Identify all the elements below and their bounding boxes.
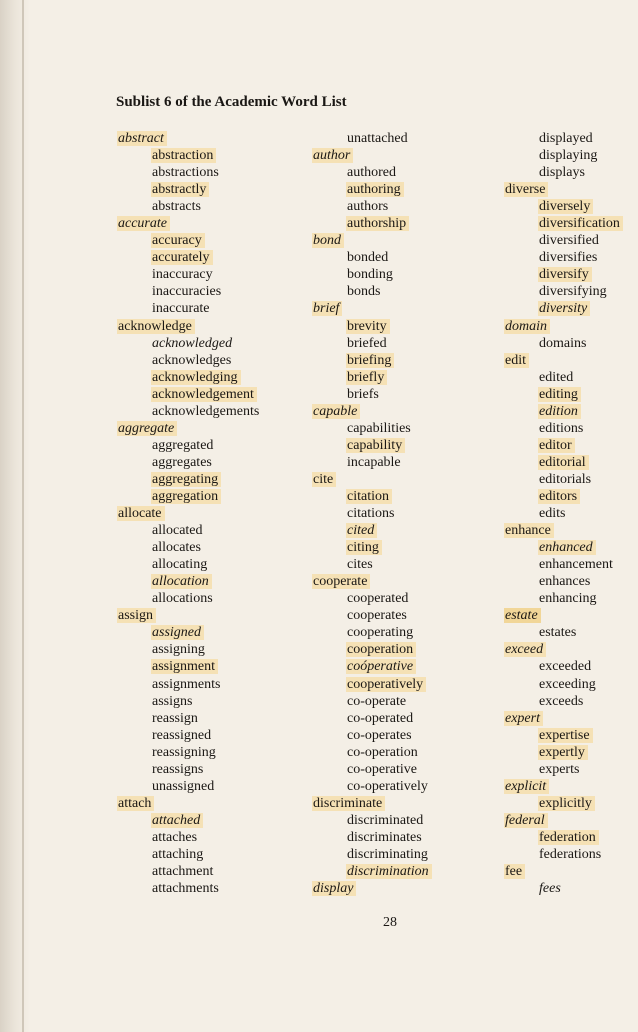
word-text: cooperating: [347, 625, 414, 641]
word-text: attaching: [152, 846, 204, 862]
word-text: exceeding: [539, 676, 596, 692]
word-text: diverse: [504, 182, 548, 197]
word-family-member: [504, 283, 623, 300]
word-family-member: [117, 522, 262, 539]
word-text: acknowledged: [152, 335, 233, 351]
headword: [504, 778, 623, 795]
headword: [312, 300, 432, 317]
word-family-member: [312, 130, 432, 147]
word-text: reassigned: [152, 727, 212, 743]
word-family-member: [504, 846, 623, 863]
word-text: federation: [538, 830, 599, 845]
word-text: abstract: [117, 131, 167, 146]
word-text: diversification: [538, 216, 623, 231]
word-family-member: [312, 335, 432, 352]
word-family-member: [117, 863, 262, 880]
word-text: expertise: [538, 728, 593, 743]
word-text: acknowledgements: [152, 403, 260, 419]
word-text: diversified: [539, 233, 599, 249]
word-family-member: [117, 761, 262, 778]
word-text: displays: [539, 165, 585, 181]
word-family-member: [504, 658, 623, 675]
word-family-member: [504, 744, 623, 761]
word-text: acknowledging: [151, 370, 241, 385]
word-text: abstractions: [152, 165, 219, 181]
word-family-member: [504, 215, 623, 232]
headword: [312, 147, 432, 164]
word-text: accurate: [117, 216, 170, 231]
word-family-member: [117, 829, 262, 846]
word-family-member: [312, 454, 432, 471]
word-text: domain: [504, 319, 550, 334]
page-fold-line: [22, 0, 24, 1032]
word-text: discriminated: [347, 812, 424, 828]
word-family-member: [312, 693, 432, 710]
word-family-member: [312, 283, 432, 300]
word-text: allocating: [152, 557, 208, 573]
word-text: abstractly: [151, 182, 209, 197]
word-text: editors: [538, 489, 580, 504]
word-family-member: [117, 386, 262, 403]
word-text: discriminate: [312, 796, 385, 811]
word-family-member: [117, 471, 262, 488]
word-family-member: [504, 266, 623, 283]
word-family-member: [504, 386, 623, 403]
word-family-member: [504, 573, 623, 590]
word-text: enhances: [539, 574, 591, 590]
word-family-member: [312, 164, 432, 181]
word-text: estate: [504, 608, 541, 623]
page-binding-edge: [0, 0, 30, 1032]
word-text: edition: [538, 404, 581, 419]
word-family-member: [312, 624, 432, 641]
word-text: editor: [538, 438, 575, 453]
word-text: allocations: [152, 591, 213, 607]
word-family-member: [312, 266, 432, 283]
word-family-member: [117, 658, 262, 675]
word-family-member: [117, 846, 262, 863]
word-family-member: [117, 573, 262, 590]
word-text: co-operates: [347, 727, 412, 743]
word-family-member: [117, 352, 262, 369]
word-text: editorial: [538, 455, 589, 470]
word-family-member: [117, 283, 262, 300]
headword: [504, 812, 623, 829]
page-number: 28: [383, 915, 397, 930]
word-text: bonds: [347, 284, 381, 300]
word-family-member: [117, 335, 262, 352]
word-text: reassign: [152, 710, 198, 726]
headword: [117, 607, 262, 624]
word-text: estates: [539, 625, 577, 641]
word-text: discriminating: [347, 846, 428, 862]
word-family-member: [312, 607, 432, 624]
word-text: authors: [347, 199, 389, 215]
word-text: attachments: [152, 881, 219, 897]
word-family-member: [312, 641, 432, 658]
word-family-member: [312, 181, 432, 198]
word-text: acknowledge: [117, 319, 195, 334]
word-family-member: [312, 846, 432, 863]
word-family-member: [504, 539, 623, 556]
word-family-member: [312, 863, 432, 880]
word-family-member: [117, 778, 262, 795]
word-text: explicitly: [538, 796, 595, 811]
word-text: authoring: [346, 182, 404, 197]
headword: [117, 420, 262, 437]
word-text: expertly: [538, 745, 588, 760]
headword: [312, 573, 432, 590]
word-text: inaccurate: [152, 301, 210, 317]
word-text: co-operated: [347, 710, 414, 726]
word-family-member: [312, 556, 432, 573]
word-text: diversely: [538, 199, 593, 214]
word-text: discrimination: [346, 864, 432, 879]
word-text: author: [312, 148, 353, 163]
word-text: aggregated: [152, 437, 214, 453]
word-family-member: [312, 352, 432, 369]
word-family-member: [117, 454, 262, 471]
word-family-member: [117, 641, 262, 658]
headword: [504, 641, 623, 658]
word-family-member: [117, 744, 262, 761]
word-family-member: [312, 505, 432, 522]
word-family-member: [117, 147, 262, 164]
word-family-member: [504, 420, 623, 437]
word-family-member: [504, 761, 623, 778]
word-text: exceed: [504, 642, 546, 657]
headword: [117, 505, 262, 522]
word-text: diversifies: [539, 250, 598, 266]
headword: [504, 522, 623, 539]
word-text: brevity: [346, 319, 390, 334]
word-text: exceeded: [539, 659, 592, 675]
word-text: authored: [347, 165, 396, 181]
word-text: cites: [347, 557, 373, 573]
word-family-member: [312, 386, 432, 403]
word-text: editions: [539, 420, 584, 436]
word-family-member: [504, 198, 623, 215]
word-family-member: [117, 369, 262, 386]
word-family-member: [312, 488, 432, 505]
word-family-member: [504, 590, 623, 607]
word-text: co-operate: [347, 693, 407, 709]
headword: [504, 181, 623, 198]
word-text: co-operatively: [347, 778, 428, 794]
word-family-member: [117, 624, 262, 641]
word-text: allocate: [117, 506, 165, 521]
word-family-member: [504, 454, 623, 471]
word-text: assignments: [152, 676, 221, 692]
word-family-member: [117, 300, 262, 317]
word-family-member: [312, 590, 432, 607]
word-text: expert: [504, 711, 543, 726]
word-family-member: [504, 624, 623, 641]
word-family-member: [504, 556, 623, 573]
word-family-member: [312, 318, 432, 335]
word-text: citing: [346, 540, 382, 555]
word-text: assignment: [151, 659, 218, 674]
word-family-member: [504, 249, 623, 266]
word-text: unattached: [347, 131, 408, 146]
word-text: acknowledgement: [151, 387, 257, 402]
word-family-member: [117, 437, 262, 454]
word-text: display: [312, 881, 356, 896]
word-family-member: [504, 147, 623, 164]
word-text: coóperative: [346, 659, 416, 674]
word-family-member: [117, 249, 262, 266]
word-family-member: [117, 232, 262, 249]
word-text: assigning: [152, 642, 205, 658]
word-text: diversifying: [539, 284, 607, 300]
word-text: explicit: [504, 779, 549, 794]
word-family-member: [504, 335, 623, 352]
word-family-member: [312, 539, 432, 556]
word-family-member: [312, 676, 432, 693]
word-text: domains: [539, 335, 587, 351]
word-text: bonded: [347, 250, 389, 266]
word-text: bonding: [347, 267, 393, 283]
headword: [504, 318, 623, 335]
word-text: discriminates: [347, 829, 422, 845]
headword: [312, 403, 432, 420]
word-family-member: [504, 676, 623, 693]
word-text: aggregate: [117, 421, 177, 436]
word-family-member: [312, 369, 432, 386]
word-family-member: [117, 676, 262, 693]
word-text: co-operation: [347, 744, 418, 760]
word-family-member: [117, 812, 262, 829]
word-family-member: [117, 556, 262, 573]
headword: [504, 607, 623, 624]
word-text: inaccuracy: [152, 267, 213, 283]
word-family-member: [117, 181, 262, 198]
word-family-member: [117, 266, 262, 283]
word-text: attaches: [152, 829, 198, 845]
word-text: capable: [312, 404, 360, 419]
word-family-member: [117, 488, 262, 505]
word-text: diversify: [538, 267, 592, 282]
word-text: accurately: [151, 250, 213, 265]
word-family-member: [312, 727, 432, 744]
headword: [312, 795, 432, 812]
word-text: citations: [347, 506, 395, 522]
word-family-member: [117, 539, 262, 556]
word-text: briefs: [347, 386, 379, 402]
word-text: cooperate: [312, 574, 370, 589]
word-family-member: [312, 198, 432, 215]
headword: [312, 471, 432, 488]
word-text: allocated: [152, 523, 203, 539]
word-text: briefed: [347, 335, 387, 351]
word-family-member: [312, 522, 432, 539]
word-text: federal: [504, 813, 548, 828]
word-text: cooperatively: [346, 677, 426, 692]
word-family-member: [312, 778, 432, 795]
word-text: abstracts: [152, 199, 201, 215]
word-text: allocation: [151, 574, 212, 589]
word-family-member: [117, 590, 262, 607]
word-text: enhance: [504, 523, 554, 538]
word-text: edits: [539, 506, 566, 522]
word-text: abstraction: [151, 148, 216, 163]
word-family-member: [312, 249, 432, 266]
word-family-member: [504, 164, 623, 181]
word-text: acknowledges: [152, 352, 232, 368]
word-family-member: [504, 369, 623, 386]
word-text: reassigning: [152, 744, 216, 760]
headword: [312, 880, 432, 897]
word-text: displaying: [539, 148, 598, 164]
word-family-member: [504, 471, 623, 488]
word-text: diversity: [538, 301, 590, 316]
word-family-member: [117, 403, 262, 420]
word-family-member: [117, 693, 262, 710]
word-family-member: [312, 420, 432, 437]
word-text: enhanced: [538, 540, 596, 555]
word-family-member: [312, 658, 432, 675]
word-text: federations: [539, 846, 602, 862]
word-column-1: [117, 130, 262, 897]
word-text: allocates: [152, 540, 201, 556]
word-text: exceeds: [539, 693, 584, 709]
word-text: enhancement: [539, 557, 613, 573]
word-text: attach: [117, 796, 154, 811]
word-text: authorship: [346, 216, 409, 231]
word-family-member: [504, 693, 623, 710]
word-family-member: [312, 437, 432, 454]
word-column-3: [504, 130, 623, 897]
word-text: assign: [117, 608, 156, 623]
headword: [117, 215, 262, 232]
word-text: editing: [538, 387, 581, 402]
word-text: attached: [151, 813, 203, 828]
word-family-member: [504, 829, 623, 846]
word-text: inaccuracies: [152, 284, 222, 300]
word-family-member: [312, 744, 432, 761]
headword: [312, 232, 432, 249]
headword: [117, 318, 262, 335]
word-text: fee: [504, 864, 525, 879]
word-family-member: [117, 880, 262, 897]
word-text: capability: [346, 438, 405, 453]
word-family-member: [504, 488, 623, 505]
word-text: co-operative: [347, 761, 417, 777]
page-title: Sublist 6 of the Academic Word List: [116, 94, 347, 110]
word-text: reassigns: [152, 761, 204, 777]
word-text: cooperated: [347, 591, 409, 607]
word-text: briefly: [346, 370, 387, 385]
word-family-member: [504, 130, 623, 147]
headword: [504, 710, 623, 727]
headword: [117, 795, 262, 812]
word-family-member: [504, 795, 623, 812]
word-family-member: [504, 505, 623, 522]
word-family-member: [504, 403, 623, 420]
word-family-member: [312, 829, 432, 846]
word-family-member: [117, 727, 262, 744]
word-text: edit: [504, 353, 529, 368]
word-family-member: [504, 437, 623, 454]
headword: [117, 130, 262, 147]
word-text: citation: [346, 489, 392, 504]
word-text: aggregation: [151, 489, 221, 504]
word-text: cited: [346, 523, 377, 538]
word-text: capabilities: [347, 420, 411, 436]
word-family-member: [117, 198, 262, 215]
word-text: cooperates: [347, 608, 407, 624]
word-text: incapable: [347, 454, 401, 470]
word-family-member: [504, 727, 623, 744]
word-text: enhancing: [539, 591, 597, 607]
word-text: cooperation: [346, 642, 416, 657]
word-text: experts: [539, 761, 580, 777]
word-text: attachment: [152, 864, 214, 880]
word-text: brief: [312, 301, 342, 316]
word-text: assigns: [152, 693, 193, 709]
headword: [504, 352, 623, 369]
word-text: cite: [312, 472, 336, 487]
word-text: assigned: [151, 625, 204, 640]
word-text: fees: [539, 881, 561, 897]
word-family-member: [504, 880, 623, 897]
word-family-member: [117, 164, 262, 181]
headword: [504, 863, 623, 880]
word-text: displayed: [539, 131, 593, 146]
word-text: aggregating: [151, 472, 221, 487]
word-text: bond: [312, 233, 344, 248]
word-text: briefing: [346, 353, 394, 368]
word-family-member: [504, 300, 623, 317]
word-column-2: [312, 130, 432, 897]
word-text: editorials: [539, 471, 592, 487]
word-text: accuracy: [151, 233, 205, 248]
word-text: unassigned: [152, 778, 215, 794]
word-text: aggregates: [152, 454, 212, 470]
word-family-member: [312, 710, 432, 727]
word-family-member: [312, 812, 432, 829]
word-family-member: [117, 710, 262, 727]
word-family-member: [312, 215, 432, 232]
word-family-member: [504, 232, 623, 249]
word-text: edited: [539, 369, 574, 385]
word-family-member: [312, 761, 432, 778]
